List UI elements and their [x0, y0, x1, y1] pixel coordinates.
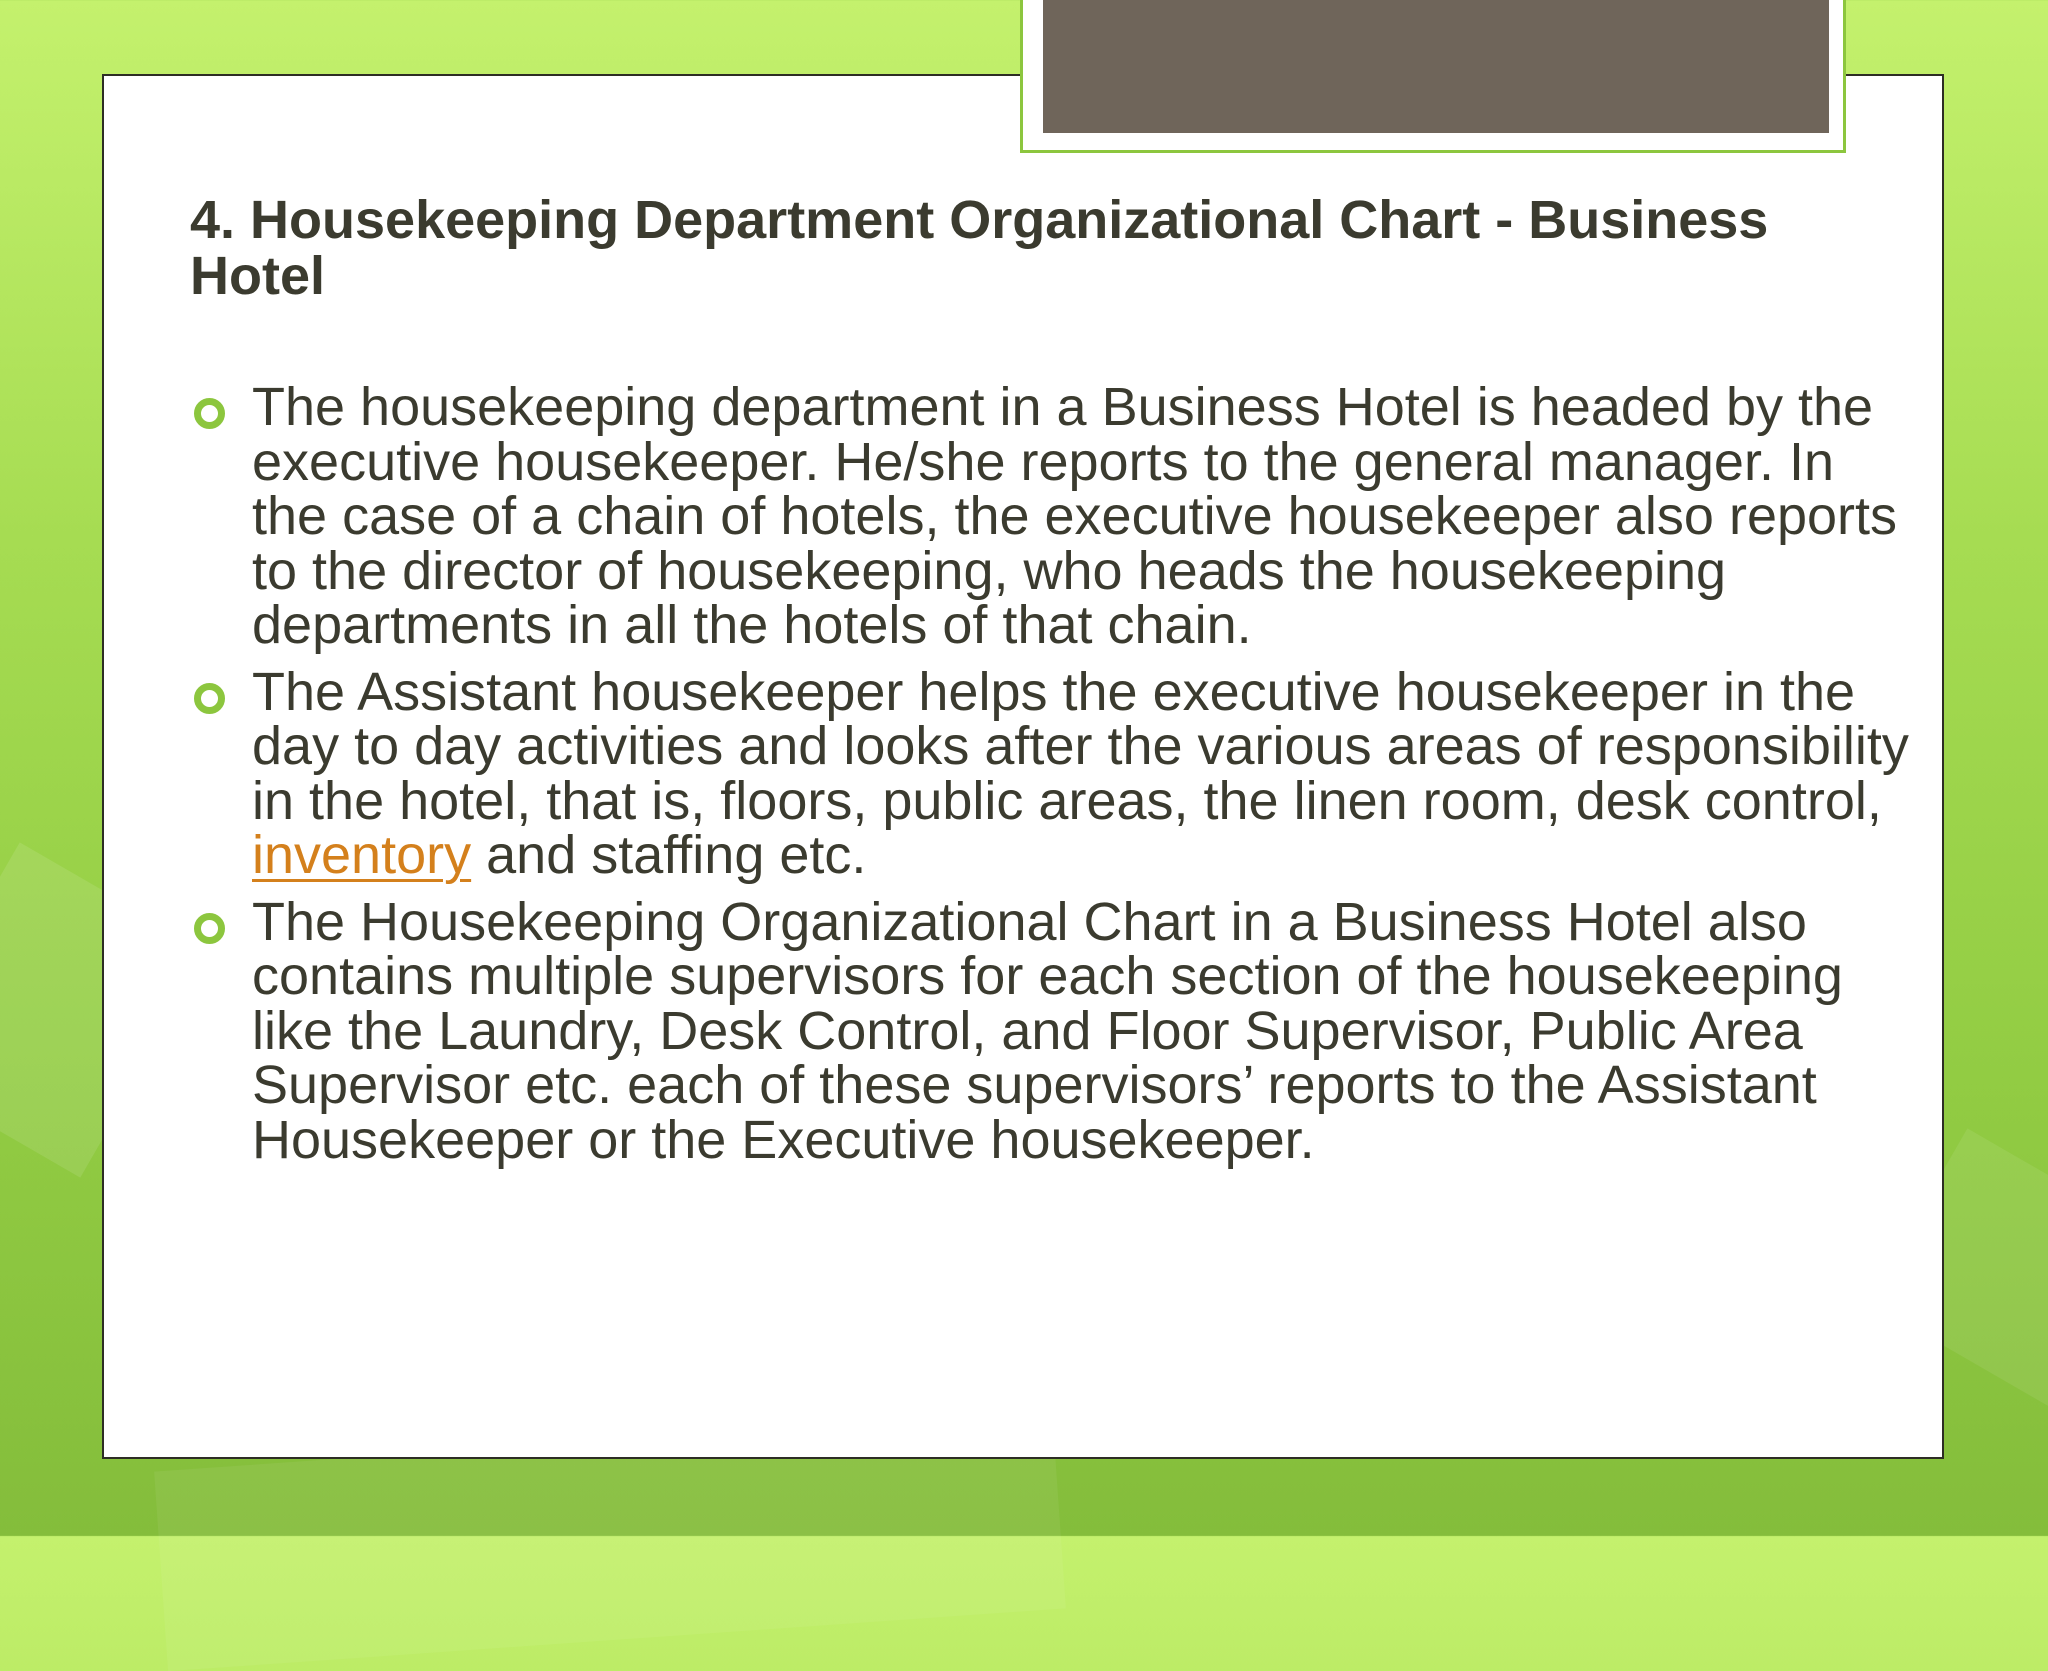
bullet-text: The Housekeeping Organizational Chart in a Business Hotel also contains multiple supervisors for each section of the housekeeping like the Laundry, Desk Control, and Floor Supervisor, Public Area Supervisor etc. each of these supervisors’ reports to the Assistant Housekeeper or the Executive housekeeper.	[252, 891, 1843, 1170]
inventory-link[interactable]: inventory	[252, 825, 472, 885]
bullet-text-continued: and staffing etc.	[471, 825, 867, 885]
bullet-text: The housekeeping department in a Business Hotel is headed by the executive housekeeper. He/she reports to the general manager. In the case of a chain of hotels, the executive housekeeper also reports to the director of housekeeping, who heads the housekeeping departments in all the hotels of that chain.	[252, 377, 1898, 655]
bullet-item-assistant-housekeeper	[190, 661, 1910, 885]
bullet-item-supervisors	[190, 891, 1910, 1170]
slide-title: 4. Housekeeping Department Organizational Chart - Business Hotel	[190, 190, 1769, 306]
bullet-text: The Assistant housekeeper helps the executive housekeeper in the day to day activities and looks after the various areas of responsibility in the hotel, that is, floors, public areas, the linen room, desk control,	[252, 661, 1909, 831]
title-placeholder-tab	[1020, 0, 1846, 153]
title-placeholder-fill	[1043, 0, 1829, 133]
ring-bullet-icon	[194, 398, 225, 429]
ring-bullet-icon	[194, 913, 225, 944]
ring-bullet-icon	[194, 683, 225, 714]
bullet-item-executive-housekeeper	[190, 377, 1910, 655]
bullet-list	[190, 377, 1910, 1179]
